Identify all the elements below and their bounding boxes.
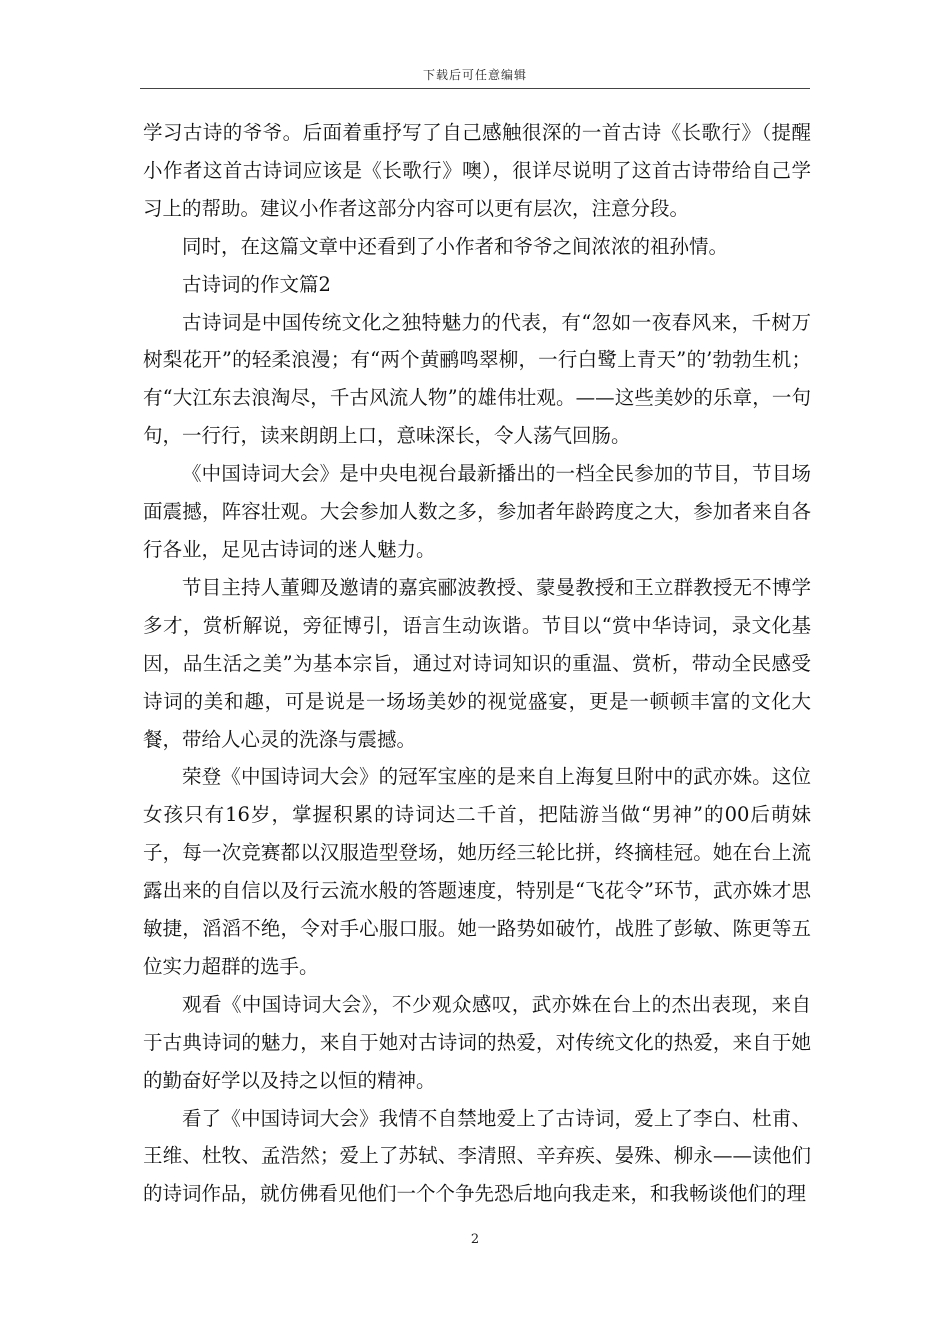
paragraph: 节目主持人董卿及邀请的嘉宾郦波教授、蒙曼教授和王立群教授无不博学多才，赏析解说，旁征博引，语言生动诙谐。节目以“赏中华诗词，录文化基因，品生活之美”为基本宗旨，通过对诗词知识的重温、赏析，带动全民感受诗词的美和趣，可是说是一场场美妙的视觉盛宴，更是一顿顿丰富的文化大餐，带给人心灵的洗涤与震撼。 <box>143 575 811 751</box>
header-divider <box>140 88 810 89</box>
page-header: 下载后可任意编辑 <box>422 68 527 82</box>
section-heading: 古诗词的作文篇2 <box>182 272 331 296</box>
document-body <box>143 114 811 1213</box>
paragraph: 《中国诗词大会》是中央电视台最新播出的一档全民参加的节目，节目场面震撼，阵容壮观。大会参加人数之多，参加者年龄跨度之大，参加者来自各行各业，足见古诗词的迷人魅力。 <box>143 462 811 561</box>
paragraph: 同时，在这篇文章中还看到了小作者和爷爷之间浓浓的祖孙情。 <box>182 234 729 258</box>
paragraph: 古诗词是中国传统文化之独特魅力的代表，有“忽如一夜春风来，千树万树梨花开”的轻柔浪漫；有“两个黄鹂鸣翠柳，一行白鹭上青天”的’勃勃生机；有“大江东去浪淘尽，千古风流人物”的雄伟壮观。——这些美妙的乐章，一句句，一行行，读来朗朗上口，意味深长，令人荡气回肠。 <box>143 310 811 448</box>
page-number: 2 <box>470 1232 480 1247</box>
paragraph: 看了《中国诗词大会》我情不自禁地爱上了古诗词，爱上了李白、杜甫、王维、杜牧、孟浩然；爱上了苏轼、李清照、辛弃疾、晏殊、柳永——读他们的诗词作品，就仿佛看见他们一个个争先恐后地向我走来，和我畅谈他们的理 <box>143 1106 811 1206</box>
paragraph-continuation: 学习古诗的爷爷。后面着重抒写了自己感触很深的一首古诗《长歌行》（提醒小作者这首古诗词应该是《长歌行》噢），很详尽说明了这首古诗带给自己学习上的帮助。建议小作者这部分内容可以更有层次，注意分段。 <box>143 121 811 220</box>
paragraph: 观看《中国诗词大会》，不少观众感叹，武亦姝在台上的杰出表现，来自于古典诗词的魅力，来自于她对古诗词的热爱，对传统文化的热爱，来自于她的勤奋好学以及持之以恒的精神。 <box>143 992 811 1092</box>
paragraph: 荣登《中国诗词大会》的冠军宝座的是来自上海复旦附中的武亦姝。这位女孩只有16岁，掌握积累的诗词达二千首，把陆游当做“男神”的00后萌妹子，每一次竞赛都以汉服造型登场，她历经三轮比拼，终摘桂冠。她在台上流露出来的自信以及行云流水般的答题速度，特别是“飞花令”环节，武亦姝才思敏捷，滔滔不绝，令对手心服口服。她一路势如破竹，战胜了彭敏、陈更等五位实力超群的选手。 <box>143 765 811 978</box>
